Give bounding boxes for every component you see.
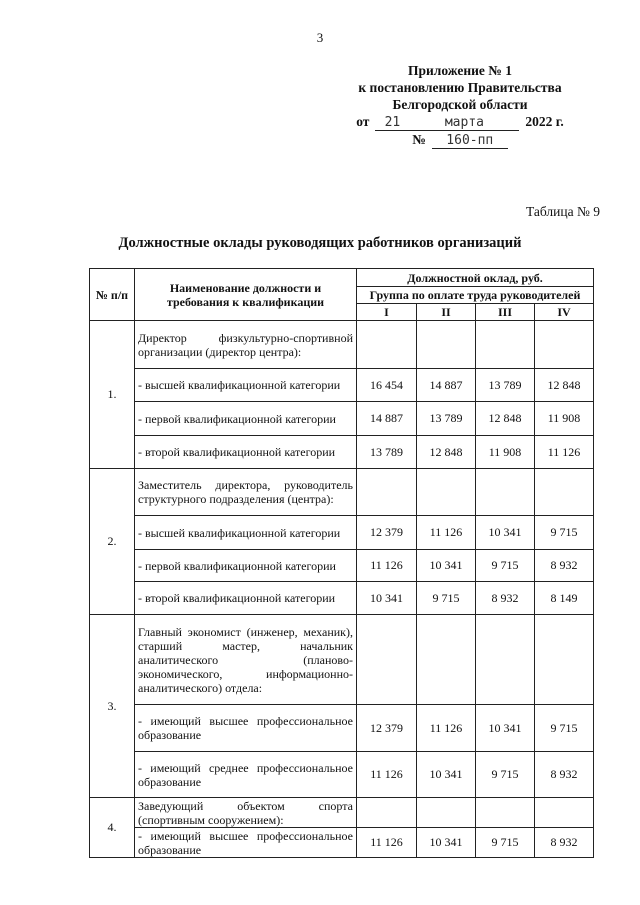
section-title: Заведующий объектом спорта (спортивным сооружением): [135,798,357,828]
table-row [90,516,594,550]
row-name: - второй квалификационной категории [135,436,357,469]
section-number: 1. [90,321,135,469]
section-number: 3. [90,615,135,798]
value-cell: 8 932 [535,550,594,582]
value-cell: 10 341 [417,550,476,582]
row-name: - высшей квалификационной категории [135,516,357,550]
row-name: - высшей квалификационной категории [135,369,357,402]
table-row [90,752,594,798]
value-cell: 10 341 [417,828,476,858]
section-title: Директор физкультурно-спортивной организации (директор центра): [135,321,357,369]
header-salary: Должностной оклад, руб. [357,269,594,287]
header-name: Наименование должности и требования к квалификации [135,269,357,321]
value-cell: 12 848 [535,369,594,402]
value-cell: 11 126 [417,516,476,550]
header-group-3: III [476,304,535,321]
page-number: 3 [316,30,324,45]
number-prefix: № [412,132,426,147]
salary-table [89,268,594,858]
value-cell: 11 908 [535,402,594,436]
value-cell: 11 126 [357,550,417,582]
row-name: - имеющий среднее профессиональное образование [135,752,357,798]
value-cell: 9 715 [417,582,476,615]
section-number: 4. [90,798,135,858]
table-row [90,550,594,582]
value-cell: 8 932 [535,828,594,858]
date-prefix: от [356,114,370,129]
value-cell: 13 789 [357,436,417,469]
table-row [90,469,594,516]
date-day: 21 [375,116,409,131]
section-number: 2. [90,469,135,615]
value-cell: 10 341 [476,516,535,550]
appendix-region: Белгородской области [392,97,528,112]
value-cell: 14 887 [357,402,417,436]
table-row [90,582,594,615]
row-name: - второй квалификационной категории [135,582,357,615]
value-cell: 9 715 [476,752,535,798]
value-cell: 11 908 [476,436,535,469]
header-group: Группа по оплате труда руководителей [357,287,594,304]
value-cell: 13 789 [417,402,476,436]
value-cell: 16 454 [357,369,417,402]
value-cell: 9 715 [476,828,535,858]
number-value: 160-пп [432,134,508,149]
header-num: № п/п [90,269,135,321]
table-row [90,615,594,705]
header-group-1: I [357,304,417,321]
value-cell: 9 715 [535,705,594,752]
table-row [90,369,594,402]
header-group-2: II [417,304,476,321]
value-cell: 13 789 [476,369,535,402]
table-row [90,798,594,828]
row-name: - первой квалификационной категории [135,550,357,582]
section-title: Заместитель директора, руководитель структурного подразделения (центра): [135,469,357,516]
section-title: Главный экономист (инженер, механик), старший мастер, начальник аналитического (планово-экономического, информационно-аналитического) отдела: [135,615,357,705]
value-cell: 12 848 [476,402,535,436]
value-cell: 11 126 [535,436,594,469]
value-cell: 10 341 [357,582,417,615]
value-cell: 12 379 [357,705,417,752]
appendix-resolution: к постановлению Правительства [358,80,562,95]
row-name: - первой квалификационной категории [135,402,357,436]
value-cell: 10 341 [476,705,535,752]
appendix-date [340,113,580,131]
value-cell: 11 126 [357,828,417,858]
value-cell: 11 126 [417,705,476,752]
value-cell: 9 715 [535,516,594,550]
document-title: Должностные оклады руководящих работников организаций [118,235,522,251]
date-year: 2022 г. [525,114,564,129]
value-cell: 12 379 [357,516,417,550]
value-cell: 10 341 [417,752,476,798]
value-cell: 8 932 [535,752,594,798]
table-row [90,828,594,858]
table-row [90,705,594,752]
row-name: - имеющий высшее профессиональное образование [135,705,357,752]
value-cell: 14 887 [417,369,476,402]
table-label: Таблица № 9 [526,204,600,219]
table-row [90,321,594,369]
appendix-title: Приложение № 1 [408,63,512,78]
value-cell: 12 848 [417,436,476,469]
date-month: марта [409,116,519,131]
value-cell: 9 715 [476,550,535,582]
row-name: - имеющий высшее профессиональное образование [135,828,357,858]
table-row [90,436,594,469]
table-row [90,402,594,436]
appendix-block [340,62,580,149]
value-cell: 8 149 [535,582,594,615]
header-group-4: IV [535,304,594,321]
value-cell: 11 126 [357,752,417,798]
value-cell: 8 932 [476,582,535,615]
appendix-number [340,131,580,149]
